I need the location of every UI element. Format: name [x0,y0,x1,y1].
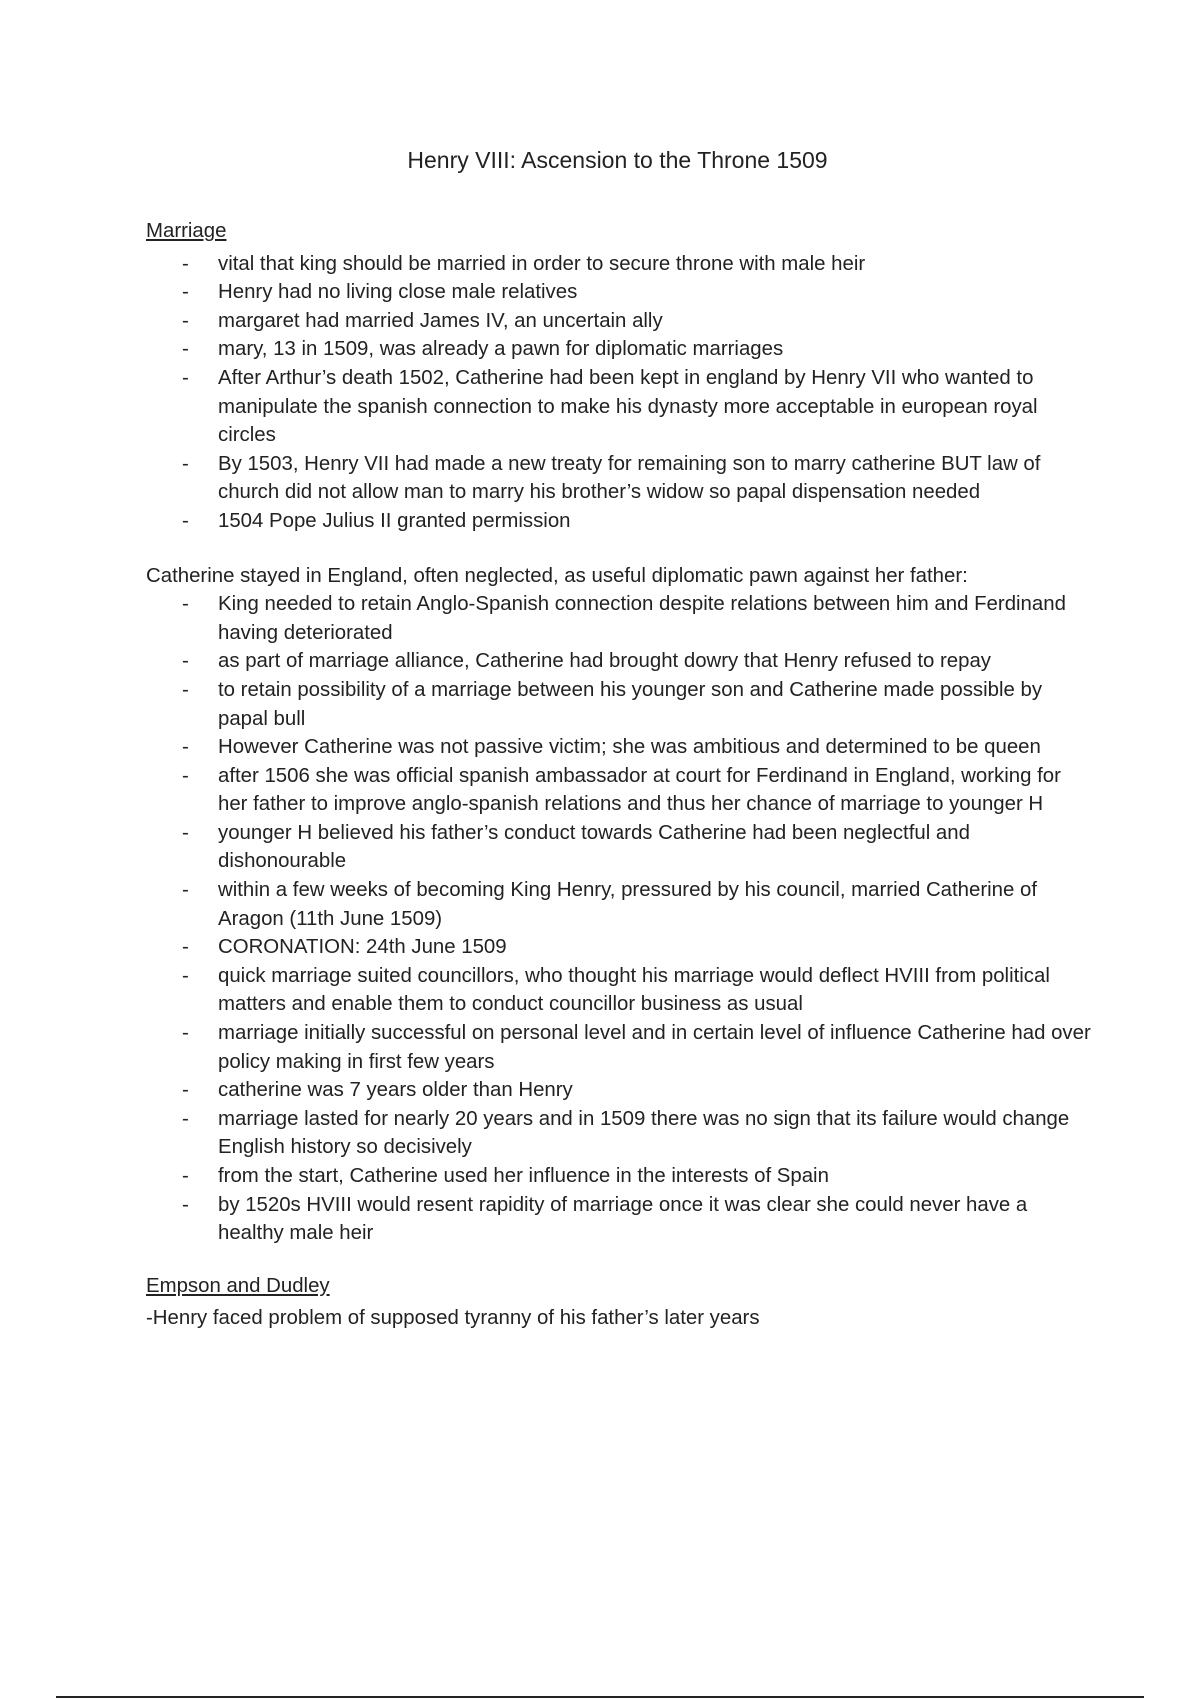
section-heading-empson-dudley: Empson and Dudley [146,1274,330,1297]
list-item-text: However Catherine was not passive victim; she was ambitious and determined to be queen [218,736,1041,759]
bullet-marker: - [182,764,189,787]
list-item [182,676,1096,733]
list-item-text: as part of marriage alliance, Catherine had brought dowry that Henry refused to repay [218,650,992,673]
list-item [182,1019,1096,1076]
bullet-marker: - [182,593,189,616]
list-item [182,1076,1096,1105]
catherine-bullet-list [146,590,1096,1248]
bullet-marker: - [182,964,189,987]
list-item [182,450,1096,507]
list-item-text: by 1520s HVIII would resent rapidity of marriage once it was clear she could never have a healthy male heir [218,1193,1028,1245]
bullet-marker: - [182,1165,189,1187]
list-item-text: within a few weeks of becoming King Henry, pressured by his council, married Catherine of Aragon (11th June 1509) [218,879,1038,930]
list-item [182,250,1096,279]
bullet-marker: - [182,366,189,389]
bullet-marker: - [182,736,189,759]
list-item [182,278,1096,307]
list-item-text: By 1503, Henry VII had made a new treaty for remaining son to marry catherine BUT law of church did not allow man to marry his brother’s widow so papal dispensation needed [218,452,1041,504]
empson-dudley-line: -Henry faced problem of supposed tyranny of his father’s later years [146,1307,760,1330]
bullet-marker: - [182,281,189,304]
spacer [146,1248,1096,1272]
bullet-marker: - [182,678,189,701]
bullet-marker: - [182,650,189,673]
list-item [182,647,1096,676]
bullet-marker: - [182,509,189,532]
list-item-text: Henry had no living close male relatives [218,281,578,304]
bullet-marker: - [182,879,189,902]
list-item-text: King needed to retain Anglo-Spanish connection despite relations between him and Ferdinand having deteriorated [218,593,1066,644]
list-item-text: to retain possibility of a marriage between his younger son and Catherine made possible by papal bull [218,678,1043,730]
bottom-rule [56,1696,1144,1698]
list-item [182,733,1096,762]
document-body [146,217,1096,1333]
list-item-text: after 1506 she was official spanish ambassador at court for Ferdinand in England, working for her father to improve anglo-spanish relations and thus her chance of marriage to younger H [218,764,1061,816]
list-item-text: margaret had married James IV, an uncertain ally [218,309,663,332]
bullet-marker: - [182,1107,189,1130]
list-item [182,335,1096,364]
list-item [182,307,1096,336]
bullet-marker: - [182,338,189,361]
list-item-text: quick marriage suited councillors, who thought his marriage would deflect HVIII from political matters and enable them to conduct councillor business as usual [218,964,1050,1016]
list-item [182,590,1096,647]
list-item [182,1162,1096,1191]
list-item-text: younger H believed his father’s conduct towards Catherine had been neglectful and dishonourable [218,821,970,873]
bullet-marker: - [182,1079,189,1102]
list-item [182,962,1096,1019]
bullet-marker: - [182,452,189,475]
list-item-text: catherine was 7 years older than Henry [218,1079,573,1102]
bullet-marker: - [182,1022,189,1045]
list-item [182,1105,1096,1162]
list-item-text: mary, 13 in 1509, was already a pawn for diplomatic marriages [218,338,784,361]
list-item-text: from the start, Catherine used her influence in the interests of Spain [218,1165,829,1187]
list-item-text: CORONATION: 24th June 1509 [218,936,507,959]
list-item-text: marriage initially successful on personal level and in certain level of influence Catherine had over policy making in first few years [218,1022,1091,1073]
document-title: Henry VIII: Ascension to the Throne 1509 [407,147,828,173]
bullet-marker: - [182,309,189,332]
marriage-bullet-list [146,250,1096,536]
bullet-marker: - [182,821,189,844]
list-item [182,819,1096,876]
spacer [146,536,1096,562]
list-item [182,876,1096,933]
list-item-text: marriage lasted for nearly 20 years and in 1509 there was no sign that its failure would change English history so decisively [218,1107,1070,1159]
bullet-marker: - [182,1193,189,1216]
list-item-text: After Arthur’s death 1502, Catherine had been kept in england by Henry VII who wanted to manipulate the spanish connection to make his dynasty more acceptable in european royal circles [218,366,1038,447]
list-item [182,933,1096,962]
bullet-marker: - [182,936,189,959]
list-item [182,364,1096,450]
list-item-text: 1504 Pope Julius II granted permission [218,509,571,532]
section-heading-marriage: Marriage [146,220,227,242]
catherine-intro: Catherine stayed in England, often neglected, as useful diplomatic pawn against her father: [146,564,968,587]
list-item [182,1191,1096,1248]
bullet-marker: - [182,252,189,275]
list-item-text: vital that king should be married in order to secure throne with male heir [218,252,866,275]
list-item [182,762,1096,819]
list-item [182,507,1096,536]
